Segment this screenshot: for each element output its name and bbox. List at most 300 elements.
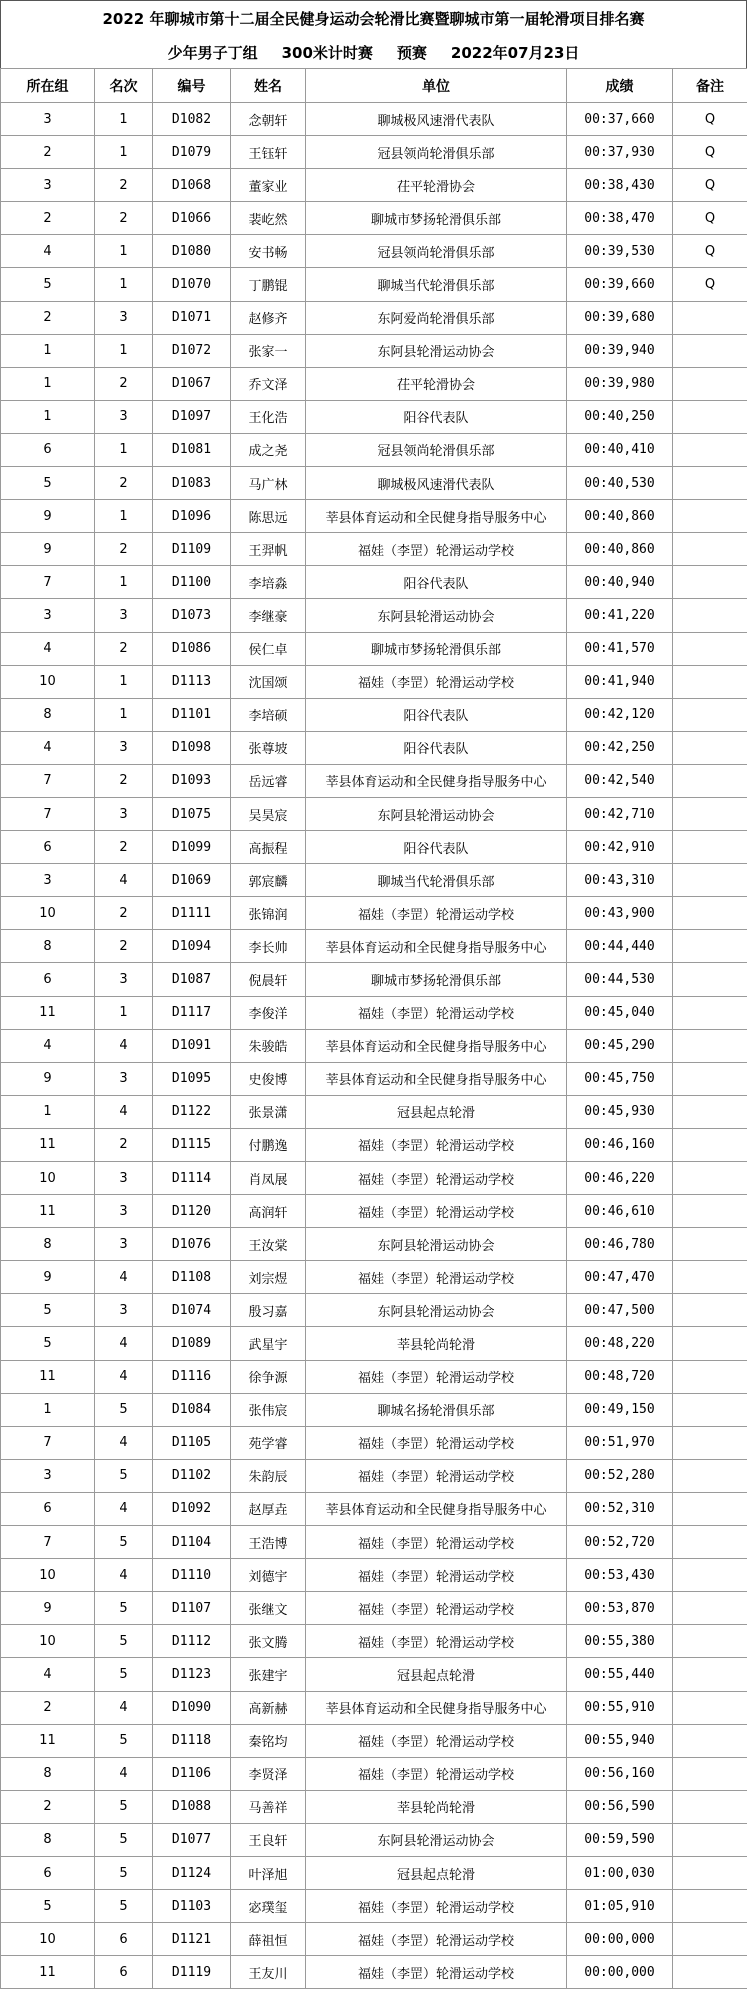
unit-cell: 聊城市梦扬轮滑俱乐部 bbox=[306, 963, 567, 996]
table-row bbox=[1, 1095, 747, 1128]
note-cell bbox=[673, 301, 747, 334]
number-cell: D1088 bbox=[153, 1790, 231, 1823]
rank-cell: 5 bbox=[95, 1526, 153, 1559]
rank-cell: 3 bbox=[95, 963, 153, 996]
result-cell: 00:55,440 bbox=[567, 1658, 673, 1691]
group-cell: 4 bbox=[1, 731, 95, 764]
note-cell bbox=[673, 500, 747, 533]
rank-cell: 5 bbox=[95, 1890, 153, 1923]
note-cell bbox=[673, 566, 747, 599]
group-cell: 8 bbox=[1, 930, 95, 963]
rank-cell: 1 bbox=[95, 665, 153, 698]
header-row bbox=[1, 69, 747, 103]
result-cell: 00:38,430 bbox=[567, 169, 673, 202]
table-row bbox=[1, 1261, 747, 1294]
name-cell: 岳远睿 bbox=[231, 764, 306, 797]
rank-cell: 2 bbox=[95, 169, 153, 202]
table-row bbox=[1, 566, 747, 599]
rank-cell: 2 bbox=[95, 897, 153, 930]
result-cell: 00:59,590 bbox=[567, 1823, 673, 1856]
header-note: 备注 bbox=[673, 69, 747, 103]
header-name: 姓名 bbox=[231, 69, 306, 103]
header-number: 编号 bbox=[153, 69, 231, 103]
name-cell: 念朝轩 bbox=[231, 103, 306, 136]
number-cell: D1104 bbox=[153, 1526, 231, 1559]
table-row bbox=[1, 1228, 747, 1261]
name-cell: 裴屹然 bbox=[231, 202, 306, 235]
rank-cell: 1 bbox=[95, 334, 153, 367]
group-cell: 11 bbox=[1, 1956, 95, 1989]
header-group: 所在组 bbox=[1, 69, 95, 103]
result-cell: 00:46,780 bbox=[567, 1228, 673, 1261]
rank-cell: 3 bbox=[95, 301, 153, 334]
result-cell: 00:44,440 bbox=[567, 930, 673, 963]
note-cell bbox=[673, 1393, 747, 1426]
note-cell bbox=[673, 599, 747, 632]
rank-cell: 2 bbox=[95, 632, 153, 665]
name-cell: 李培淼 bbox=[231, 566, 306, 599]
group-cell: 1 bbox=[1, 1393, 95, 1426]
name-cell: 李培硕 bbox=[231, 698, 306, 731]
note-cell bbox=[673, 632, 747, 665]
rank-cell: 3 bbox=[95, 1228, 153, 1261]
rank-cell: 4 bbox=[95, 1559, 153, 1592]
unit-cell: 福娃（李罡）轮滑运动学校 bbox=[306, 1459, 567, 1492]
number-cell: D1077 bbox=[153, 1823, 231, 1856]
note-cell bbox=[673, 1691, 747, 1724]
table-row bbox=[1, 533, 747, 566]
note-cell bbox=[673, 400, 747, 433]
group-cell: 10 bbox=[1, 1162, 95, 1195]
note-cell bbox=[673, 764, 747, 797]
name-cell: 肖凤展 bbox=[231, 1162, 306, 1195]
rank-cell: 3 bbox=[95, 400, 153, 433]
subtitle-group: 少年男子丁组 bbox=[168, 42, 258, 63]
number-cell: D1086 bbox=[153, 632, 231, 665]
group-cell: 6 bbox=[1, 963, 95, 996]
group-cell: 4 bbox=[1, 632, 95, 665]
table-row bbox=[1, 1426, 747, 1459]
name-cell: 王羿帆 bbox=[231, 533, 306, 566]
number-cell: D1092 bbox=[153, 1492, 231, 1525]
result-cell: 00:45,290 bbox=[567, 1029, 673, 1062]
unit-cell: 聊城名扬轮滑俱乐部 bbox=[306, 1393, 567, 1426]
name-cell: 丁鹏锟 bbox=[231, 268, 306, 301]
rank-cell: 3 bbox=[95, 1162, 153, 1195]
note-cell bbox=[673, 1459, 747, 1492]
note-cell bbox=[673, 1228, 747, 1261]
rank-cell: 1 bbox=[95, 698, 153, 731]
group-cell: 3 bbox=[1, 169, 95, 202]
unit-cell: 东阿爱尚轮滑俱乐部 bbox=[306, 301, 567, 334]
note-cell bbox=[673, 797, 747, 830]
number-cell: D1090 bbox=[153, 1691, 231, 1724]
name-cell: 李俊洋 bbox=[231, 996, 306, 1029]
unit-cell: 莘县轮尚轮滑 bbox=[306, 1790, 567, 1823]
group-cell: 3 bbox=[1, 103, 95, 136]
results-table bbox=[0, 68, 747, 1989]
number-cell: D1095 bbox=[153, 1062, 231, 1095]
result-cell: 00:38,470 bbox=[567, 202, 673, 235]
note-cell bbox=[673, 1526, 747, 1559]
note-cell bbox=[673, 897, 747, 930]
subtitle-stage: 预赛 bbox=[397, 42, 427, 63]
rank-cell: 5 bbox=[95, 1823, 153, 1856]
table-row bbox=[1, 1625, 747, 1658]
number-cell: D1103 bbox=[153, 1890, 231, 1923]
unit-cell: 莘县体育运动和全民健身指导服务中心 bbox=[306, 1492, 567, 1525]
group-cell: 7 bbox=[1, 566, 95, 599]
note-cell bbox=[673, 665, 747, 698]
note-cell bbox=[673, 334, 747, 367]
group-cell: 3 bbox=[1, 1459, 95, 1492]
table-row bbox=[1, 301, 747, 334]
group-cell: 4 bbox=[1, 1029, 95, 1062]
table-row bbox=[1, 467, 747, 500]
result-cell: 00:55,910 bbox=[567, 1691, 673, 1724]
result-cell: 00:48,720 bbox=[567, 1360, 673, 1393]
name-cell: 李贤泽 bbox=[231, 1757, 306, 1790]
unit-cell: 福娃（李罡）轮滑运动学校 bbox=[306, 533, 567, 566]
note-cell bbox=[673, 1294, 747, 1327]
result-cell: 00:52,720 bbox=[567, 1526, 673, 1559]
result-cell: 00:53,870 bbox=[567, 1592, 673, 1625]
group-cell: 9 bbox=[1, 500, 95, 533]
result-cell: 00:49,150 bbox=[567, 1393, 673, 1426]
table-row bbox=[1, 698, 747, 731]
unit-cell: 阳谷代表队 bbox=[306, 698, 567, 731]
group-cell: 11 bbox=[1, 1128, 95, 1161]
note-cell bbox=[673, 963, 747, 996]
number-cell: D1082 bbox=[153, 103, 231, 136]
note-cell: Q bbox=[673, 268, 747, 301]
result-cell: 00:48,220 bbox=[567, 1327, 673, 1360]
number-cell: D1073 bbox=[153, 599, 231, 632]
number-cell: D1099 bbox=[153, 831, 231, 864]
number-cell: D1121 bbox=[153, 1923, 231, 1956]
unit-cell: 福娃（李罡）轮滑运动学校 bbox=[306, 1592, 567, 1625]
result-cell: 00:39,940 bbox=[567, 334, 673, 367]
result-cell: 00:40,530 bbox=[567, 467, 673, 500]
name-cell: 赵修齐 bbox=[231, 301, 306, 334]
number-cell: D1100 bbox=[153, 566, 231, 599]
unit-cell: 东阿县轮滑运动协会 bbox=[306, 797, 567, 830]
note-cell bbox=[673, 1062, 747, 1095]
table-row bbox=[1, 1162, 747, 1195]
unit-cell: 福娃（李罡）轮滑运动学校 bbox=[306, 665, 567, 698]
number-cell: D1122 bbox=[153, 1095, 231, 1128]
result-cell: 00:00,000 bbox=[567, 1956, 673, 1989]
name-cell: 马广林 bbox=[231, 467, 306, 500]
rank-cell: 4 bbox=[95, 1691, 153, 1724]
group-cell: 3 bbox=[1, 864, 95, 897]
group-cell: 1 bbox=[1, 367, 95, 400]
table-row bbox=[1, 1294, 747, 1327]
event-subtitle bbox=[0, 36, 747, 68]
group-cell: 10 bbox=[1, 1559, 95, 1592]
table-row bbox=[1, 1724, 747, 1757]
number-cell: D1091 bbox=[153, 1029, 231, 1062]
unit-cell: 福娃（李罡）轮滑运动学校 bbox=[306, 1890, 567, 1923]
name-cell: 刘宗煜 bbox=[231, 1261, 306, 1294]
unit-cell: 福娃（李罡）轮滑运动学校 bbox=[306, 1559, 567, 1592]
table-row bbox=[1, 400, 747, 433]
number-cell: D1110 bbox=[153, 1559, 231, 1592]
note-cell bbox=[673, 698, 747, 731]
number-cell: D1116 bbox=[153, 1360, 231, 1393]
table-row bbox=[1, 831, 747, 864]
note-cell bbox=[673, 1757, 747, 1790]
group-cell: 1 bbox=[1, 1095, 95, 1128]
name-cell: 叶泽旭 bbox=[231, 1856, 306, 1889]
name-cell: 侯仁卓 bbox=[231, 632, 306, 665]
rank-cell: 2 bbox=[95, 1128, 153, 1161]
name-cell: 张尊坡 bbox=[231, 731, 306, 764]
table-row bbox=[1, 1823, 747, 1856]
result-cell: 00:42,250 bbox=[567, 731, 673, 764]
note-cell bbox=[673, 1095, 747, 1128]
name-cell: 王友川 bbox=[231, 1956, 306, 1989]
table-row bbox=[1, 1393, 747, 1426]
unit-cell: 福娃（李罡）轮滑运动学校 bbox=[306, 1757, 567, 1790]
result-cell: 00:41,220 bbox=[567, 599, 673, 632]
number-cell: D1097 bbox=[153, 400, 231, 433]
result-cell: 00:00,000 bbox=[567, 1923, 673, 1956]
note-cell bbox=[673, 433, 747, 466]
group-cell: 5 bbox=[1, 1327, 95, 1360]
table-row bbox=[1, 1459, 747, 1492]
note-cell bbox=[673, 930, 747, 963]
group-cell: 1 bbox=[1, 400, 95, 433]
group-cell: 7 bbox=[1, 797, 95, 830]
result-cell: 00:52,280 bbox=[567, 1459, 673, 1492]
table-row bbox=[1, 367, 747, 400]
number-cell: D1089 bbox=[153, 1327, 231, 1360]
group-cell: 10 bbox=[1, 665, 95, 698]
note-cell bbox=[673, 1360, 747, 1393]
table-row bbox=[1, 1658, 747, 1691]
number-cell: D1111 bbox=[153, 897, 231, 930]
result-cell: 00:40,860 bbox=[567, 500, 673, 533]
rank-cell: 4 bbox=[95, 1757, 153, 1790]
note-cell: Q bbox=[673, 136, 747, 169]
number-cell: D1076 bbox=[153, 1228, 231, 1261]
note-cell bbox=[673, 1162, 747, 1195]
name-cell: 宓璞玺 bbox=[231, 1890, 306, 1923]
group-cell: 2 bbox=[1, 301, 95, 334]
number-cell: D1074 bbox=[153, 1294, 231, 1327]
rank-cell: 3 bbox=[95, 1294, 153, 1327]
table-row bbox=[1, 500, 747, 533]
rank-cell: 4 bbox=[95, 1327, 153, 1360]
number-cell: D1072 bbox=[153, 334, 231, 367]
name-cell: 张伟宸 bbox=[231, 1393, 306, 1426]
number-cell: D1084 bbox=[153, 1393, 231, 1426]
unit-cell: 福娃（李罡）轮滑运动学校 bbox=[306, 1128, 567, 1161]
name-cell: 董家业 bbox=[231, 169, 306, 202]
unit-cell: 福娃（李罡）轮滑运动学校 bbox=[306, 1724, 567, 1757]
group-cell: 5 bbox=[1, 268, 95, 301]
rank-cell: 3 bbox=[95, 1195, 153, 1228]
name-cell: 王汝棠 bbox=[231, 1228, 306, 1261]
name-cell: 张继文 bbox=[231, 1592, 306, 1625]
note-cell bbox=[673, 1625, 747, 1658]
name-cell: 赵厚垚 bbox=[231, 1492, 306, 1525]
group-cell: 9 bbox=[1, 1261, 95, 1294]
unit-cell: 莘县体育运动和全民健身指导服务中心 bbox=[306, 1062, 567, 1095]
table-row bbox=[1, 1956, 747, 1989]
result-cell: 00:53,430 bbox=[567, 1559, 673, 1592]
number-cell: D1118 bbox=[153, 1724, 231, 1757]
name-cell: 苑学睿 bbox=[231, 1426, 306, 1459]
result-cell: 00:42,710 bbox=[567, 797, 673, 830]
unit-cell: 莘县体育运动和全民健身指导服务中心 bbox=[306, 764, 567, 797]
unit-cell: 福娃（李罡）轮滑运动学校 bbox=[306, 1625, 567, 1658]
note-cell: Q bbox=[673, 235, 747, 268]
group-cell: 8 bbox=[1, 1757, 95, 1790]
group-cell: 5 bbox=[1, 1294, 95, 1327]
group-cell: 7 bbox=[1, 1526, 95, 1559]
result-cell: 00:43,900 bbox=[567, 897, 673, 930]
result-cell: 00:45,040 bbox=[567, 996, 673, 1029]
rank-cell: 5 bbox=[95, 1724, 153, 1757]
table-row bbox=[1, 1592, 747, 1625]
group-cell: 6 bbox=[1, 1492, 95, 1525]
table-row bbox=[1, 334, 747, 367]
rank-cell: 2 bbox=[95, 533, 153, 566]
unit-cell: 东阿县轮滑运动协会 bbox=[306, 1228, 567, 1261]
group-cell: 3 bbox=[1, 599, 95, 632]
table-row bbox=[1, 1923, 747, 1956]
group-cell: 7 bbox=[1, 1426, 95, 1459]
rank-cell: 2 bbox=[95, 930, 153, 963]
result-cell: 00:40,250 bbox=[567, 400, 673, 433]
group-cell: 11 bbox=[1, 1195, 95, 1228]
result-cell: 00:46,160 bbox=[567, 1128, 673, 1161]
unit-cell: 冠县领尚轮滑俱乐部 bbox=[306, 235, 567, 268]
number-cell: D1087 bbox=[153, 963, 231, 996]
result-cell: 00:40,410 bbox=[567, 433, 673, 466]
table-row bbox=[1, 1856, 747, 1889]
unit-cell: 莘县体育运动和全民健身指导服务中心 bbox=[306, 1029, 567, 1062]
unit-cell: 聊城市梦扬轮滑俱乐部 bbox=[306, 632, 567, 665]
unit-cell: 聊城当代轮滑俱乐部 bbox=[306, 864, 567, 897]
name-cell: 吴昊宸 bbox=[231, 797, 306, 830]
table-row bbox=[1, 1559, 747, 1592]
number-cell: D1106 bbox=[153, 1757, 231, 1790]
rank-cell: 1 bbox=[95, 268, 153, 301]
note-cell bbox=[673, 467, 747, 500]
rank-cell: 4 bbox=[95, 1095, 153, 1128]
number-cell: D1101 bbox=[153, 698, 231, 731]
result-cell: 00:42,910 bbox=[567, 831, 673, 864]
result-cell: 00:43,310 bbox=[567, 864, 673, 897]
rank-cell: 1 bbox=[95, 433, 153, 466]
rank-cell: 1 bbox=[95, 136, 153, 169]
table-row bbox=[1, 864, 747, 897]
name-cell: 张锦润 bbox=[231, 897, 306, 930]
subtitle-event: 300米计时赛 bbox=[282, 42, 373, 63]
rank-cell: 2 bbox=[95, 831, 153, 864]
result-cell: 00:56,160 bbox=[567, 1757, 673, 1790]
note-cell bbox=[673, 1128, 747, 1161]
unit-cell: 福娃（李罡）轮滑运动学校 bbox=[306, 1526, 567, 1559]
header-unit: 单位 bbox=[306, 69, 567, 103]
number-cell: D1120 bbox=[153, 1195, 231, 1228]
rank-cell: 5 bbox=[95, 1592, 153, 1625]
name-cell: 乔文泽 bbox=[231, 367, 306, 400]
table-row bbox=[1, 897, 747, 930]
table-row bbox=[1, 599, 747, 632]
group-cell: 4 bbox=[1, 235, 95, 268]
rank-cell: 3 bbox=[95, 1062, 153, 1095]
unit-cell: 东阿县轮滑运动协会 bbox=[306, 599, 567, 632]
rank-cell: 4 bbox=[95, 1426, 153, 1459]
note-cell bbox=[673, 731, 747, 764]
table-row bbox=[1, 1128, 747, 1161]
note-cell bbox=[673, 533, 747, 566]
table-row bbox=[1, 1360, 747, 1393]
group-cell: 2 bbox=[1, 202, 95, 235]
table-row bbox=[1, 1691, 747, 1724]
table-row bbox=[1, 665, 747, 698]
note-cell bbox=[673, 1856, 747, 1889]
group-cell: 8 bbox=[1, 698, 95, 731]
name-cell: 朱骏皓 bbox=[231, 1029, 306, 1062]
unit-cell: 冠县起点轮滑 bbox=[306, 1856, 567, 1889]
name-cell: 高振程 bbox=[231, 831, 306, 864]
name-cell: 马善祥 bbox=[231, 1790, 306, 1823]
result-cell: 01:05,910 bbox=[567, 1890, 673, 1923]
table-row bbox=[1, 1890, 747, 1923]
group-cell: 11 bbox=[1, 1724, 95, 1757]
table-row bbox=[1, 797, 747, 830]
rank-cell: 2 bbox=[95, 764, 153, 797]
group-cell: 10 bbox=[1, 1923, 95, 1956]
result-cell: 00:39,530 bbox=[567, 235, 673, 268]
note-cell bbox=[673, 996, 747, 1029]
group-cell: 6 bbox=[1, 433, 95, 466]
table-row bbox=[1, 433, 747, 466]
group-cell: 9 bbox=[1, 1592, 95, 1625]
group-cell: 2 bbox=[1, 1790, 95, 1823]
result-cell: 00:42,540 bbox=[567, 764, 673, 797]
number-cell: D1124 bbox=[153, 1856, 231, 1889]
name-cell: 张家一 bbox=[231, 334, 306, 367]
unit-cell: 阳谷代表队 bbox=[306, 731, 567, 764]
table-row bbox=[1, 1195, 747, 1228]
result-cell: 00:51,970 bbox=[567, 1426, 673, 1459]
name-cell: 王浩博 bbox=[231, 1526, 306, 1559]
unit-cell: 福娃（李罡）轮滑运动学校 bbox=[306, 1162, 567, 1195]
group-cell: 8 bbox=[1, 1228, 95, 1261]
note-cell bbox=[673, 1890, 747, 1923]
unit-cell: 聊城当代轮滑俱乐部 bbox=[306, 268, 567, 301]
note-cell: Q bbox=[673, 103, 747, 136]
name-cell: 王钰轩 bbox=[231, 136, 306, 169]
table-row bbox=[1, 169, 747, 202]
number-cell: D1112 bbox=[153, 1625, 231, 1658]
table-row bbox=[1, 136, 747, 169]
table-row bbox=[1, 103, 747, 136]
result-cell: 00:37,660 bbox=[567, 103, 673, 136]
name-cell: 倪晨轩 bbox=[231, 963, 306, 996]
number-cell: D1068 bbox=[153, 169, 231, 202]
note-cell bbox=[673, 1559, 747, 1592]
number-cell: D1081 bbox=[153, 433, 231, 466]
rank-cell: 3 bbox=[95, 731, 153, 764]
unit-cell: 福娃（李罡）轮滑运动学校 bbox=[306, 1956, 567, 1989]
